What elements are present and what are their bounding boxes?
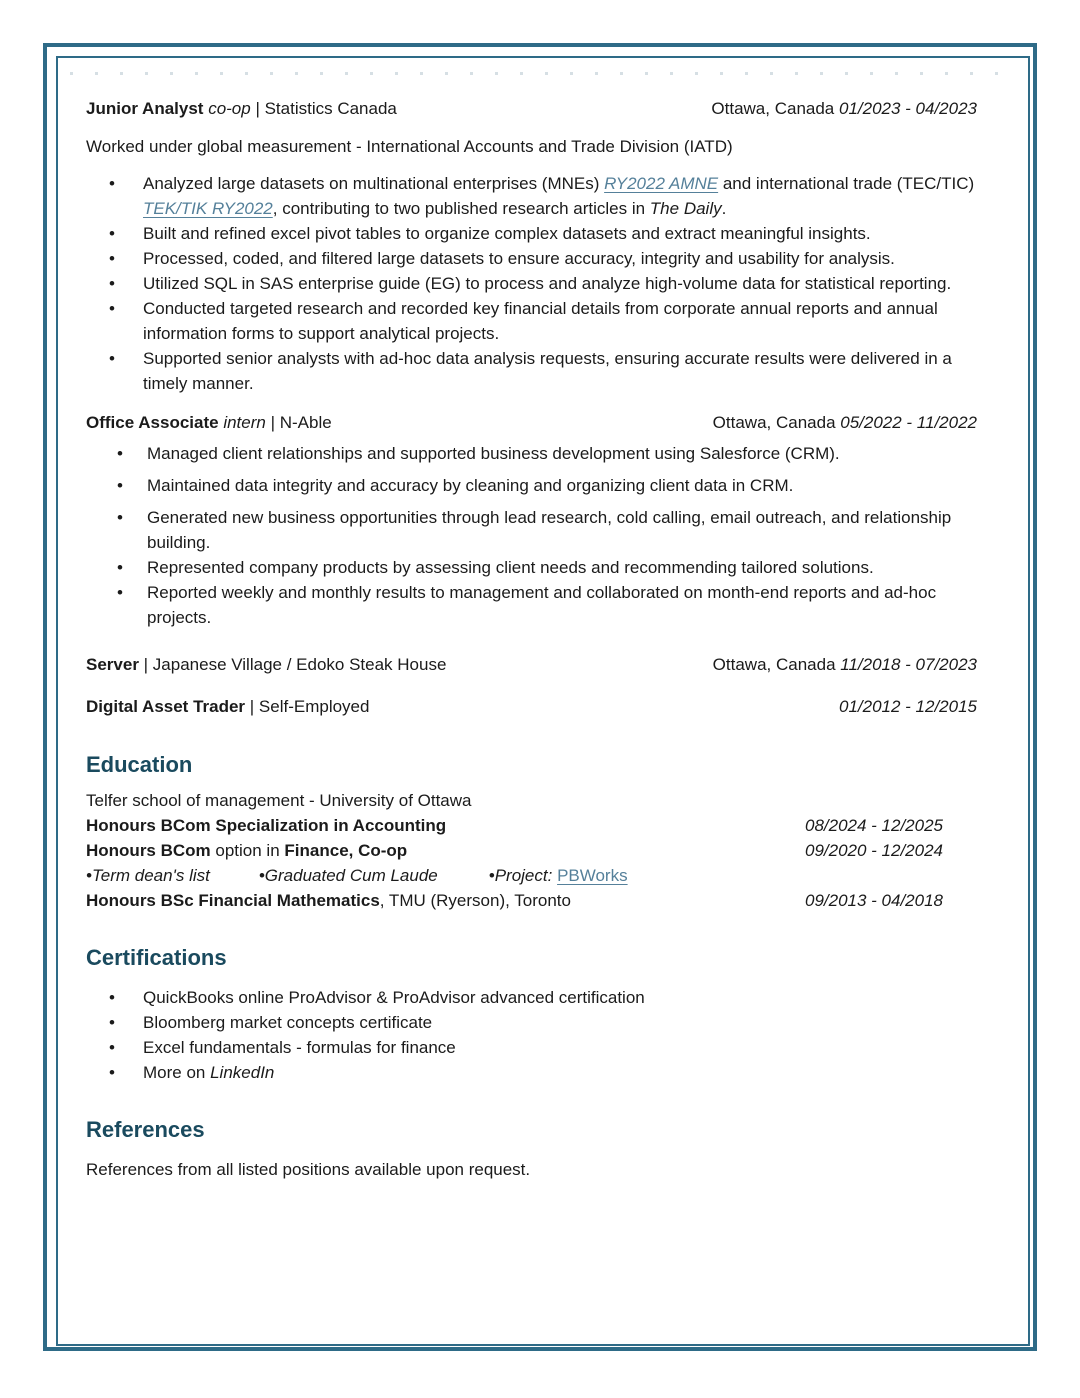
honor-item: •Project: PBWorks <box>488 866 628 885</box>
job-location-dates: Ottawa, Canada 05/2022 - 11/2022 <box>712 413 977 432</box>
degree-title: Honours BCom Specialization in Accounting <box>86 816 447 835</box>
bullet-list <box>86 441 977 630</box>
bullet-item <box>86 1035 977 1060</box>
bullet-text: Supported senior analysts with ad-hoc data analysis requests, ensuring accurate results were delivered in a timely manner. <box>143 349 952 393</box>
bullet-text: Represented company products by assessing client needs and recommending tailored solutions. <box>147 558 874 577</box>
bullet-item <box>86 246 977 271</box>
section-heading-references: References <box>86 1117 205 1142</box>
bullet-icon: • <box>109 299 115 318</box>
bullet-item <box>86 221 977 246</box>
bullet-text: Built and refined excel pivot tables to organize complex datasets and extract meaningful insights. <box>143 224 871 243</box>
bullet-icon: • <box>117 508 123 527</box>
bullet-item <box>86 580 977 630</box>
section-heading-education: Education <box>86 752 193 777</box>
bullet-list <box>86 171 977 396</box>
bullet-item <box>86 296 977 346</box>
bullet-text: QuickBooks online ProAdvisor & ProAdvisor advanced certification <box>143 988 645 1007</box>
bullet-icon: • <box>117 558 123 577</box>
bullet-item <box>86 346 977 396</box>
inline-link[interactable]: TEK/TIK RY2022 <box>143 199 273 218</box>
bullet-text: Maintained data integrity and accuracy by cleaning and organizing client data in CRM. <box>147 476 794 495</box>
bullet-text: Generated new business opportunities through lead research, cold calling, email outreach, and relationship building. <box>147 508 952 552</box>
bullet-item <box>86 1060 977 1085</box>
job-entry-digital-asset-trader <box>86 694 977 720</box>
inline-link[interactable]: RY2022 AMNE <box>604 174 719 193</box>
education-school-line: Telfer school of management - University of Ottawa <box>86 791 472 810</box>
bullet-icon: • <box>117 476 123 495</box>
bullet-item <box>86 555 977 580</box>
references-text: References from all listed positions available upon request. <box>86 1160 531 1179</box>
bullet-text: More on LinkedIn <box>143 1063 275 1082</box>
bullet-item <box>86 171 977 221</box>
bullet-item <box>86 1010 977 1035</box>
degree-dates: 08/2024 - 12/2025 <box>804 816 943 835</box>
bullet-icon: • <box>109 988 115 1007</box>
bullet-text: Analyzed large datasets on multinational enterprises (MNEs) RY2022 AMNE and international trade (TEC/TIC) TEK/TIK RY2022, contributing to two published research articles in The Daily. <box>143 174 975 218</box>
bullet-text: Conducted targeted research and recorded key financial details from corporate annual reports and annual information forms to support analytical projects. <box>143 299 938 343</box>
degree-title: Honours BSc Financial Mathematics, TMU (Ryerson), Toronto <box>86 891 571 910</box>
job-title-line: Server | Japanese Village / Edoko Steak House <box>86 655 447 674</box>
bullet-icon: • <box>109 1063 115 1082</box>
job-title-line: Digital Asset Trader | Self-Employed <box>86 697 370 716</box>
top-dotted-divider <box>70 72 1010 75</box>
resume-content <box>86 96 977 1182</box>
bullet-icon: • <box>109 249 115 268</box>
bullet-icon: • <box>109 349 115 368</box>
job-header <box>86 96 977 122</box>
bullet-text: Managed client relationships and supported business development using Salesforce (CRM). <box>147 444 840 463</box>
bullet-icon: • <box>109 1038 115 1057</box>
job-header <box>86 652 977 678</box>
honor-item: •Graduated Cum Laude <box>258 866 438 885</box>
education-degree-row <box>86 888 977 913</box>
bullet-item <box>86 473 977 498</box>
bullet-icon: • <box>109 274 115 293</box>
job-location-dates: 01/2012 - 12/2015 <box>838 697 977 716</box>
honor-item: •Term dean's list <box>86 866 210 885</box>
job-header <box>86 410 977 436</box>
degree-dates: 09/2013 - 04/2018 <box>804 891 943 910</box>
education-degree-row <box>86 813 977 838</box>
job-entry-office-associate <box>86 410 977 630</box>
bullet-item <box>86 441 977 466</box>
degree-title: Honours BCom option in Finance, Co-op <box>86 841 408 860</box>
job-location-dates: Ottawa, Canada 11/2018 - 07/2023 <box>712 655 977 674</box>
bullet-item <box>86 505 977 555</box>
inline-link[interactable]: PBWorks <box>557 866 628 885</box>
job-title-line: Office Associate intern | N-Able <box>86 413 332 432</box>
bullet-text: Excel fundamentals - formulas for finance <box>143 1038 456 1057</box>
job-summary: Worked under global measurement - International Accounts and Trade Division (IATD) <box>86 137 733 156</box>
education-honors-row <box>86 863 977 888</box>
bullet-text: Processed, coded, and filtered large datasets to ensure accuracy, integrity and usability for analysis. <box>143 249 895 268</box>
job-entry-junior-analyst <box>86 96 977 396</box>
degree-dates: 09/2020 - 12/2024 <box>804 841 943 860</box>
job-location-dates: Ottawa, Canada 01/2023 - 04/2023 <box>711 99 977 118</box>
bullet-icon: • <box>109 224 115 243</box>
bullet-icon: • <box>117 444 123 463</box>
bullet-text: Utilized SQL in SAS enterprise guide (EG) to process and analyze high-volume data for statistical reporting. <box>143 274 952 293</box>
bullet-icon: • <box>109 1013 115 1032</box>
bullet-list <box>86 985 977 1085</box>
bullet-item <box>86 985 977 1010</box>
bullet-text: Reported weekly and monthly results to management and collaborated on month-end reports and ad-hoc projects. <box>147 583 937 627</box>
job-header <box>86 694 977 720</box>
job-entry-server <box>86 652 977 678</box>
bullet-text: Bloomberg market concepts certificate <box>143 1013 433 1032</box>
bullet-icon: • <box>109 174 115 193</box>
education-degree-row <box>86 838 977 863</box>
section-heading-certifications: Certifications <box>86 945 227 970</box>
job-title-line: Junior Analyst co-op | Statistics Canada <box>86 99 397 118</box>
bullet-item <box>86 271 977 296</box>
bullet-icon: • <box>117 583 123 602</box>
